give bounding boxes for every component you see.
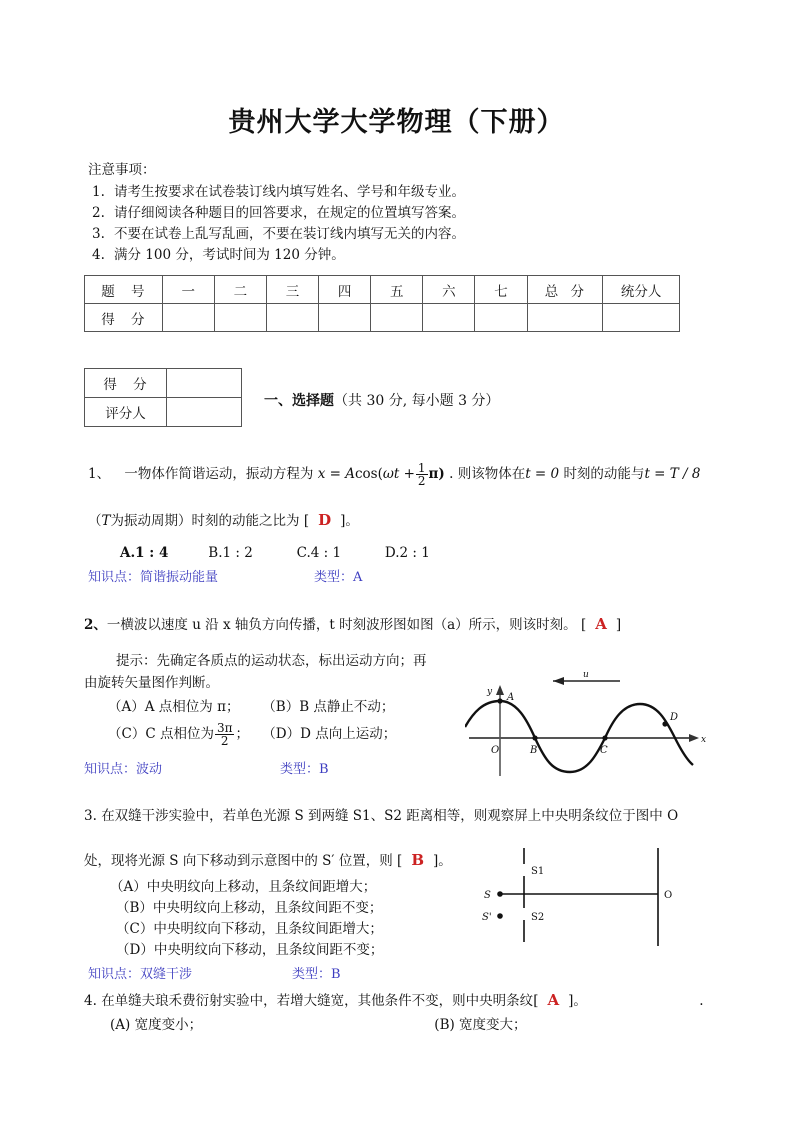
wave-point-c-label: C <box>600 745 608 756</box>
score-cell[interactable] <box>423 304 475 332</box>
question-3-option-d[interactable]: （D）中央明纹向下移动，且条纹间距不变； <box>116 942 384 958</box>
question-2-option-c-suffix: ； <box>235 726 249 742</box>
question-3-option-a[interactable]: （A）中央明纹向上移动，且条纹间距增大； <box>110 879 377 895</box>
question-2-stem-text: 一横波以速度 u 沿 x 轴负方向传播，t 时刻波形图如图（a）所示，则该时刻。 <box>106 617 577 633</box>
question-4-bracket-close: ]。 <box>568 993 587 1009</box>
score-cell[interactable] <box>266 304 318 332</box>
notes-heading: 注意事项： <box>88 162 156 178</box>
source-s-label: S <box>484 890 491 901</box>
question-1-annotation <box>88 567 748 589</box>
grade-box-score-value[interactable] <box>167 369 242 398</box>
question-3-stem-text-1: 在双缝干涉实验中，若单色光源 S 到两缝 S1、S2 距离相等，则观察屏上中央明条纹位于图中 O <box>101 808 679 824</box>
score-table-col-4: 四 <box>319 276 371 304</box>
double-slit-svg <box>482 846 722 950</box>
question-3-type: 类型：B <box>292 967 341 982</box>
question-1-stem-part3: 时刻的动能与 <box>563 466 645 482</box>
slit-s2-label: S2 <box>531 912 545 923</box>
double-slit-figure <box>482 846 722 950</box>
transverse-wave-figure <box>465 668 715 776</box>
question-2-bracket-close: ] <box>615 617 622 633</box>
fraction-numerator: 3π <box>216 721 233 735</box>
fraction-denominator: 2 <box>215 734 235 747</box>
x-axis-label: x <box>701 735 707 745</box>
table-row <box>85 398 242 427</box>
score-table-col-5: 五 <box>371 276 423 304</box>
question-4-stem-text: 在单缝夫琅禾费衍射实验中，若增大缝宽，其他条件不变，则中央明条纹 <box>101 993 534 1009</box>
grade-box-grader-value[interactable] <box>167 398 242 427</box>
section-points: （共 30 分, 每小题 3 分） <box>334 393 500 409</box>
question-2-type: 类型：B <box>280 762 329 777</box>
wave-point-b-label: B <box>530 745 538 756</box>
question-2-hint-line-1: 提示：先确定各质点的运动状态，标出运动方向；再 <box>116 653 427 669</box>
question-3-knowledge-point: 知识点：双缝干涉 <box>88 967 193 982</box>
question-1-type: 类型：A <box>314 570 363 585</box>
score-table <box>84 275 680 332</box>
question-4-option-b[interactable]: (B) 宽度变大； <box>434 1017 527 1033</box>
page-title: 贵州大学大学物理（下册） <box>228 107 565 138</box>
question-1-option-c[interactable]: C.4 : 1 <box>296 545 342 561</box>
question-3-bracket-close: ]。 <box>433 853 452 869</box>
question-1-t-eight: t = T / 8 <box>644 466 701 482</box>
question-2-number: 2、 <box>84 617 107 633</box>
question-4 <box>84 989 764 1036</box>
y-axis-label: y <box>487 687 493 697</box>
table-row <box>85 276 680 304</box>
question-1-options <box>88 542 748 564</box>
question-3-stem-text-2: 处，现将光源 S 向下移动到示意图中的 S′ 位置，则 <box>84 853 393 869</box>
wave-point-a-dot <box>497 698 502 703</box>
y-axis-arrow <box>496 685 504 695</box>
notes-list <box>88 182 465 266</box>
wave-point-c-dot <box>602 735 607 740</box>
score-cell[interactable] <box>475 304 527 332</box>
score-table-col-1: 一 <box>162 276 214 304</box>
score-table-col-6: 六 <box>423 276 475 304</box>
screen-center-label: O <box>664 890 673 901</box>
question-3-bracket-open: [ <box>397 853 403 869</box>
source-s-dot <box>497 891 503 897</box>
score-cell-total[interactable] <box>527 304 603 332</box>
question-3-option-c[interactable]: （C）中央明纹向下移动，且条纹间距增大； <box>116 921 383 937</box>
question-1-stem-part2: . 则该物体在 <box>449 466 526 482</box>
score-cell-scorer[interactable] <box>603 304 680 332</box>
question-3-stem-line-1 <box>84 805 764 827</box>
section-name: 选择题 <box>292 393 334 409</box>
question-2-hint-line-2: 由旋转矢量图作判断。 <box>84 675 219 691</box>
question-1-option-d[interactable]: D.2 : 1 <box>384 545 430 561</box>
question-2-option-c-text: （C）C 点相位为 <box>108 726 214 742</box>
fraction-denominator: 2 <box>417 474 426 488</box>
question-4-option-a[interactable]: (A) 宽度变小； <box>110 1017 203 1033</box>
x-axis-arrow <box>689 734 699 742</box>
question-2-option-d[interactable]: （D）D 点向上运动； <box>262 726 397 742</box>
note-item: 不要在试卷上乱写乱画，不要在装订线内填写无关的内容。 <box>114 226 465 242</box>
question-2-option-a[interactable]: （A）A 点相位为 π； <box>108 699 240 715</box>
question-2-answer[interactable]: A <box>595 615 607 633</box>
question-3-number: 3. <box>84 808 97 824</box>
note-item: 请仔细阅读各种题目的回答要求，在规定的位置填写答案。 <box>114 205 465 221</box>
question-4-options <box>84 1014 764 1036</box>
question-1-period-symbol: T <box>101 513 111 529</box>
question-4-answer[interactable]: A <box>547 991 560 1009</box>
question-1-number: 1、 <box>88 466 111 482</box>
wave-point-d-dot <box>662 721 667 726</box>
score-table-points-label: 得 分 <box>85 304 163 332</box>
question-1-formula-plus: + <box>403 466 415 482</box>
note-item: 满分 100 分，考试时间为 120 分钟。 <box>114 247 345 263</box>
question-1-formula-lhs: x <box>317 466 326 482</box>
source-s-prime-dot <box>497 913 503 919</box>
score-table-col-7: 七 <box>475 276 527 304</box>
score-table-row-label: 题 号 <box>85 276 163 304</box>
wave-point-a-label: A <box>507 692 515 703</box>
question-1-knowledge-point: 知识点：简谐振动能量 <box>88 570 219 585</box>
score-cell[interactable] <box>319 304 371 332</box>
table-row <box>85 304 680 332</box>
question-2-knowledge-point: 知识点：波动 <box>84 762 163 777</box>
wave-point-d-label: D <box>670 712 679 723</box>
wave-point-b-dot <box>532 735 537 740</box>
question-3-answer[interactable]: B <box>411 851 424 869</box>
question-2-option-c[interactable] <box>108 722 258 747</box>
question-1 <box>88 462 748 589</box>
fraction-numerator: 1 <box>417 461 426 475</box>
grade-box-grader-label: 评分人 <box>85 398 167 427</box>
question-1-stem-line2 <box>88 509 748 532</box>
question-4-bracket-open: [ <box>533 993 539 1009</box>
question-4-number: 4. <box>84 993 97 1009</box>
question-1-answer[interactable]: D <box>318 511 332 529</box>
question-1-fraction <box>416 462 428 487</box>
question-1-formula-pi: π) <box>428 466 445 482</box>
source-s-prime-label: S' <box>482 912 492 923</box>
score-table-col-2: 二 <box>214 276 266 304</box>
score-table-total-label: 总 分 <box>527 276 603 304</box>
section-header <box>264 390 499 410</box>
score-cell[interactable] <box>371 304 423 332</box>
question-1-bracket-close: ]。 <box>340 513 359 529</box>
question-1-formula-omega: ωt <box>382 466 400 482</box>
slit-s1-label: S1 <box>531 866 545 877</box>
question-1-formula-amp: A <box>345 466 355 482</box>
question-3-annotation <box>84 964 764 986</box>
question-4-trailing-mark: . <box>699 993 704 1009</box>
question-1-paren-open: （ <box>88 513 102 529</box>
velocity-arrow-head <box>553 677 564 685</box>
wave-origin-label: O <box>491 745 500 756</box>
grade-box <box>84 368 242 427</box>
question-2-fraction <box>215 722 235 747</box>
question-2-stem <box>84 613 754 636</box>
notes-block <box>88 160 465 266</box>
question-3-option-b[interactable]: （B）中央明纹向上移动，且条纹间距不变； <box>116 900 383 916</box>
velocity-label: u <box>583 670 589 680</box>
question-1-formula-cos: cos( <box>354 466 383 482</box>
question-2-bracket-open: [ <box>580 617 587 633</box>
table-row <box>85 369 242 398</box>
question-1-formula-eq: = <box>329 466 341 482</box>
question-1-bracket-open: [ <box>303 513 310 529</box>
question-1-stem-part1: 一物体作简谐运动，振动方程为 <box>124 466 314 482</box>
note-item: 请考生按要求在试卷装订线内填写姓名、学号和年级专业。 <box>114 184 465 200</box>
question-1-stem <box>88 462 748 487</box>
score-table-scorer-label: 统分人 <box>603 276 680 304</box>
question-4-stem <box>84 989 764 1012</box>
section-number: 一、 <box>264 393 292 409</box>
question-1-option-b[interactable]: B.1 : 2 <box>208 545 253 561</box>
question-2-option-b[interactable]: （B）B 点静止不动； <box>262 699 395 715</box>
score-table-col-3: 三 <box>266 276 318 304</box>
question-1-stem-line2-text: 为振动周期）时刻的动能之比为 <box>110 513 300 529</box>
wave-diagram-svg <box>465 668 715 776</box>
score-cell[interactable] <box>162 304 214 332</box>
grade-box-score-label: 得 分 <box>85 369 167 398</box>
score-cell[interactable] <box>214 304 266 332</box>
question-1-t-zero: t = 0 <box>525 466 560 482</box>
question-1-option-a[interactable]: A.1 : 4 <box>120 545 169 561</box>
